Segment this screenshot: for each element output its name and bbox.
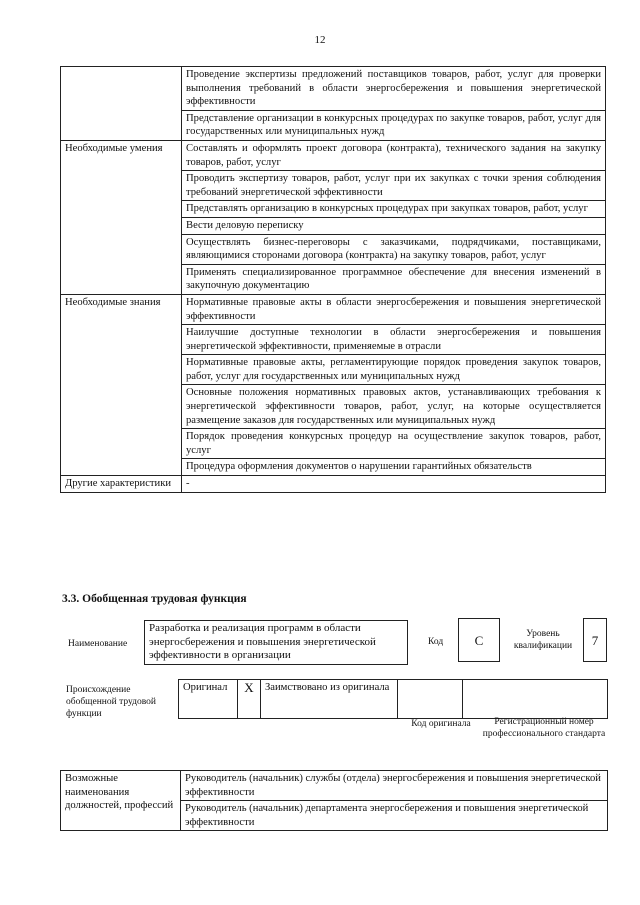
skill-item: Осуществлять бизнес-переговоры с заказчиками, подрядчиками, поставщиками, являющимися сторонами договора (контракта) на закупку товаров, работ, услуг	[182, 234, 606, 264]
level-label: Уровень квалификации	[513, 629, 573, 651]
positions-table	[60, 770, 608, 831]
knowledge-item: Процедура оформления документов о нарушении гарантийных обязательств	[182, 459, 606, 476]
name-value: Разработка и реализация программ в области энергосбережения и повышения энергетической эффективности в организации	[144, 620, 408, 665]
other-characteristics-label: Другие характеристики	[61, 476, 182, 493]
knowledge-item: Нормативные правовые акты, регламентирующие порядок проведения закупок товаров, работ, услуг для государственных или муниципальных нужд	[182, 355, 606, 385]
other-characteristics-value: -	[182, 476, 606, 493]
knowledge-item: Наилучшие доступные технологии в области энергосбережения и повышения энергетической эффективности, применяемые в отрасли	[182, 325, 606, 355]
reg-number-caption: Регистрационный номер профессионального стандарта	[482, 717, 606, 739]
reg-number-cell	[463, 680, 608, 719]
positions-label: Возможные наименования должностей, профессий	[61, 771, 181, 831]
original-mark: X	[238, 680, 261, 719]
position-item: Руководитель (начальник) департамента энергосбережения и повышения энергетической эффективности	[181, 801, 608, 831]
origin-code-caption: Код оригинала	[411, 719, 471, 729]
level-value: 7	[583, 618, 607, 662]
origin-code-cell	[398, 680, 463, 719]
origin-label: Происхождение обобщенной трудовой функции	[66, 685, 156, 719]
requirements-table	[60, 66, 606, 493]
requirement-item: Представление организации в конкурсных процедурах по закупке товаров, работ, услуг для государственных или муниципальных нужд	[182, 110, 606, 140]
requirements-label-continued	[61, 67, 182, 141]
skill-item: Вести деловую переписку	[182, 217, 606, 234]
skill-item: Представлять организацию в конкурсных процедурах при закупках товаров, работ, услуг	[182, 201, 606, 218]
section-title: 3.3. Обобщенная трудовая функция	[62, 593, 247, 605]
knowledge-item: Нормативные правовые акты в области энергосбережения и повышения энергетической эффективности	[182, 294, 606, 324]
knowledge-label: Необходимые знания	[61, 294, 182, 475]
skill-item: Проводить экспертизу товаров, работ, услуг при их закупках с точки зрения соблюдения требований энергетической эффективности	[182, 171, 606, 201]
skills-label: Необходимые умения	[61, 140, 182, 294]
requirement-item: Проведение экспертизы предложений поставщиков товаров, работ, услуг для проверки выполнения требований в области энергосбережения и повышения энергетической эффективности	[182, 67, 606, 111]
page-number: 12	[314, 34, 326, 46]
knowledge-item: Порядок проведения конкурсных процедур на осуществление закупок товаров, работ, услуг	[182, 429, 606, 459]
skill-item: Составлять и оформлять проект договора (контракта), технического задания на закупку товаров, работ, услуг	[182, 140, 606, 170]
knowledge-item: Основные положения нормативных правовых актов, устанавливающих требования к энергетической эффективности товаров, работ, услуг, на которые осуществляется размещение заказов для государственных или муниципальных нужд	[182, 385, 606, 429]
code-value: C	[458, 618, 500, 662]
position-item: Руководитель (начальник) службы (отдела) энергосбережения и повышения энергетической эффективности	[181, 771, 608, 801]
original-label: Оригинал	[179, 680, 238, 719]
code-label: Код	[428, 637, 444, 647]
origin-table	[178, 679, 608, 719]
name-label: Наименование	[68, 639, 128, 649]
borrowed-label: Заимствовано из оригинала	[261, 680, 398, 719]
skill-item: Применять специализированное программное обеспечение для внесения изменений в закупочную документацию	[182, 264, 606, 294]
